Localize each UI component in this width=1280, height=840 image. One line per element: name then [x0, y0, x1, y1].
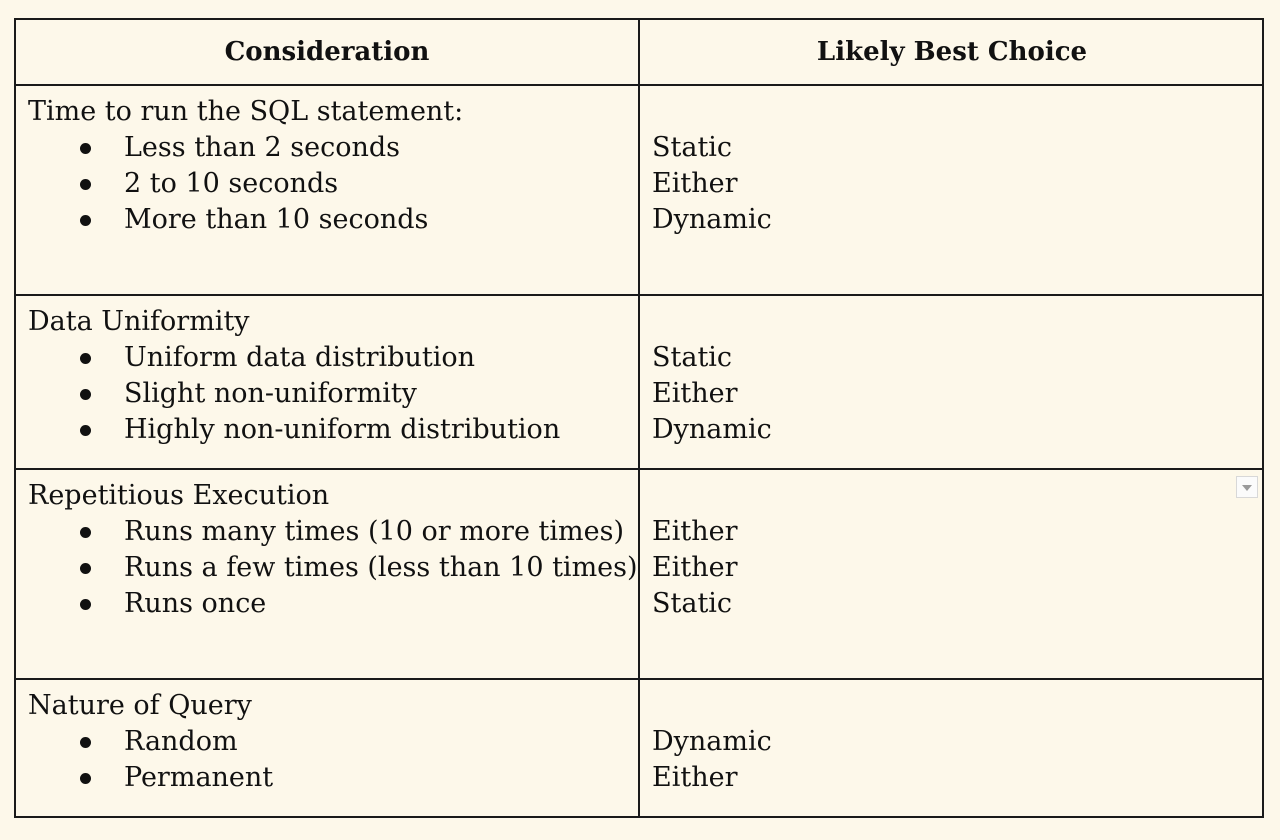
list-item-text: Uniform data distribution — [124, 342, 475, 373]
choice-cell-uniformity — [640, 296, 1264, 470]
list-item-text: Runs a few times (less than 10 times) — [124, 552, 638, 583]
list-item-text: Less than 2 seconds — [124, 132, 401, 163]
choice-value: Either — [652, 762, 738, 793]
consideration-cell-repetition — [16, 470, 640, 680]
list-item-text: Slight non-uniformity — [124, 378, 417, 409]
bullet-icon — [80, 353, 91, 364]
chevron-down-icon[interactable] — [1236, 476, 1258, 498]
consideration-cell-time — [16, 86, 640, 296]
list-item-text: Runs many times (10 or more times) — [124, 516, 624, 547]
list-item-text: Highly non-uniform distribution — [124, 414, 561, 445]
choice-cell-repetition — [640, 470, 1264, 680]
choice-value: Static — [652, 588, 733, 619]
choice-value: Dynamic — [652, 204, 772, 235]
bullet-icon — [80, 563, 91, 574]
list-item — [28, 376, 638, 412]
choice-value: Dynamic — [652, 414, 772, 445]
bullet-list — [28, 130, 638, 238]
bullet-icon — [80, 599, 91, 610]
list-item — [28, 202, 638, 238]
comparison-table — [14, 18, 1264, 818]
bullet-icon — [80, 527, 91, 538]
choice-value: Either — [652, 168, 738, 199]
consideration-title: Repetitious Execution — [28, 480, 330, 511]
bullet-icon — [80, 143, 91, 154]
list-item — [28, 550, 638, 586]
bullet-icon — [80, 215, 91, 226]
list-item-text: 2 to 10 seconds — [124, 168, 339, 199]
consideration-title: Data Uniformity — [28, 306, 250, 337]
consideration-title: Time to run the SQL statement: — [28, 96, 464, 127]
choice-value: Either — [652, 552, 738, 583]
choice-value: Static — [652, 342, 733, 373]
choice-value: Static — [652, 132, 733, 163]
list-item — [28, 586, 638, 622]
bullet-icon — [80, 389, 91, 400]
list-item — [28, 130, 638, 166]
header-consideration-label: Consideration — [224, 37, 430, 67]
choice-value: Either — [652, 516, 738, 547]
bullet-icon — [80, 425, 91, 436]
bullet-list — [28, 514, 638, 622]
consideration-cell-nature — [16, 680, 640, 816]
list-item-text: More than 10 seconds — [124, 204, 429, 235]
list-item — [28, 166, 638, 202]
list-item — [28, 724, 638, 760]
header-consideration — [16, 20, 640, 86]
list-item — [28, 514, 638, 550]
consideration-title: Nature of Query — [28, 690, 252, 721]
choice-value: Either — [652, 378, 738, 409]
list-item-text: Random — [124, 726, 238, 757]
list-item — [28, 412, 638, 448]
bullet-list — [28, 724, 638, 796]
choice-cell-nature — [640, 680, 1264, 816]
bullet-icon — [80, 737, 91, 748]
bullet-icon — [80, 773, 91, 784]
list-item-text: Permanent — [124, 762, 274, 793]
choice-value: Dynamic — [652, 726, 772, 757]
list-item — [28, 760, 638, 796]
header-choice-label: Likely Best Choice — [816, 37, 1088, 67]
list-item — [28, 340, 638, 376]
bullet-icon — [80, 179, 91, 190]
bullet-list — [28, 340, 638, 448]
choice-cell-time — [640, 86, 1264, 296]
header-choice — [640, 20, 1264, 86]
consideration-cell-uniformity — [16, 296, 640, 470]
list-item-text: Runs once — [124, 588, 267, 619]
